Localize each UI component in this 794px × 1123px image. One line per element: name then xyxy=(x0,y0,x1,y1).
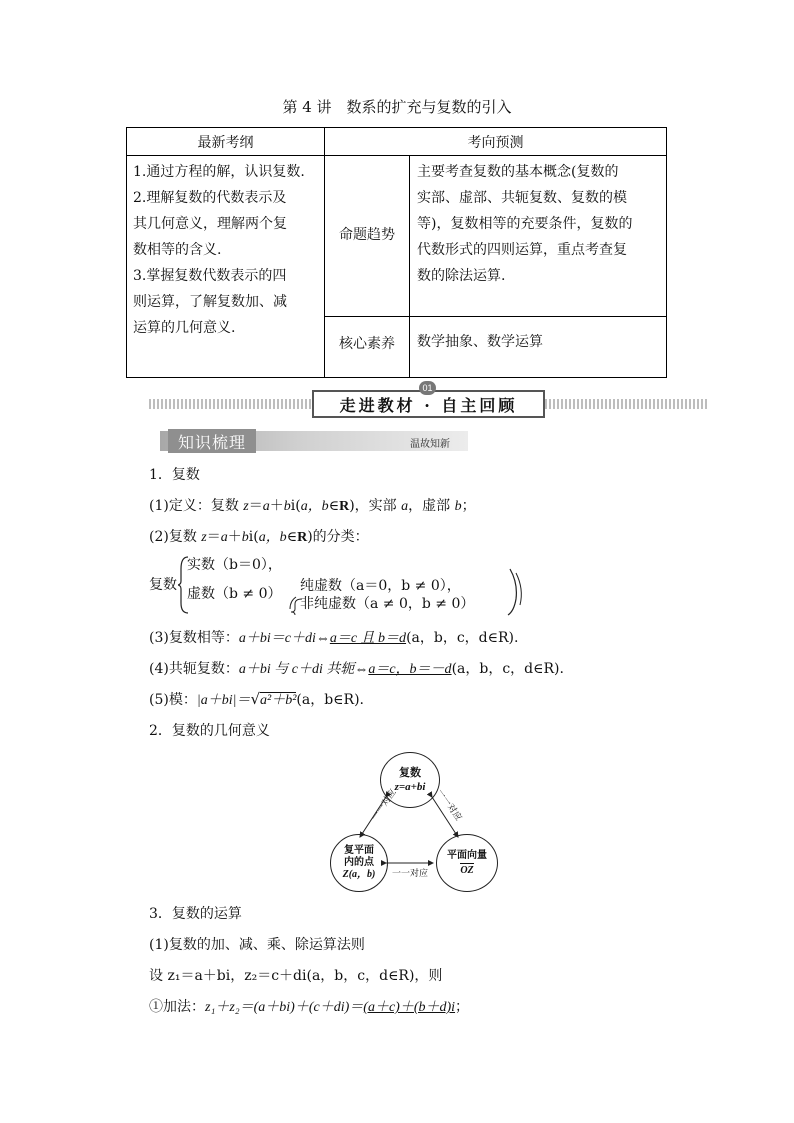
syllabus-line: 则运算，了解复数加、减 xyxy=(133,294,287,310)
edge-label-right: 一一对应 xyxy=(434,787,464,823)
syllabus-line: 运算的几何意义. xyxy=(133,320,236,336)
syllabus-line: 2.理解复数的代数表示及 xyxy=(133,190,287,206)
modulus-line: (5)模：|a＋bi|＝√a²＋b²(a，b∈R). xyxy=(149,690,364,708)
trend-line: 代数形式的四则运算，重点考查复 xyxy=(417,242,627,258)
trend-line: 数的除法运算. xyxy=(417,268,506,284)
addition-line: ①加法：z₁＋z₂＝(a＋bi)＋(c＋di)＝(a＋c)＋(b＋d)i； xyxy=(149,999,470,1015)
syllabus-cell xyxy=(133,159,323,341)
equality-line: (3)复数相等：a＋bi＝c＋di⇔a＝c 且 b＝d(a，b，c，d∈R). xyxy=(149,630,519,646)
trend-line: 实部、虚部、共轭复数、复数的模 xyxy=(417,190,627,206)
syllabus-line: 3.掌握复数代数表示的四 xyxy=(133,268,287,284)
table-header-syllabus: 最新考纲 xyxy=(197,135,254,151)
syllabus-line: 数相等的含义. xyxy=(133,242,222,258)
trend-cell xyxy=(417,159,665,289)
table-header-forecast: 考向预测 xyxy=(467,135,524,151)
trend-line: 等)，复数相等的充要条件，复数的 xyxy=(417,216,633,232)
syllabus-line: 1.通过方程的解，认识复数. xyxy=(133,164,305,180)
literacy-cell: 数学抽象、数学运算 xyxy=(417,334,543,350)
setup-line: 设 z₁＝a＋bi，z₂＝c＋di(a，b，c，d∈R)，则 xyxy=(149,968,443,984)
trend-line: 主要考查复数的基本概念(复数的 xyxy=(417,164,619,180)
operations-rules-line: (1)复数的加、减、乘、除运算法则 xyxy=(149,937,365,953)
node-complex-number: 复数 z=a+bi xyxy=(380,752,440,808)
heading-geometric-meaning: 2．复数的几何意义 xyxy=(149,723,270,739)
literacy-label: 核心素养 xyxy=(339,336,395,352)
tree-root: 复数 xyxy=(149,577,177,593)
trend-label: 命题趋势 xyxy=(339,227,395,243)
definition-line: (1)定义：复数 z＝a＋bi(a，b∈R)，实部 a，虚部 b； xyxy=(149,498,476,514)
edge-label-bottom: 一一对应 xyxy=(392,869,429,879)
banner-stripe-right xyxy=(545,399,708,409)
tree-imaginary: 虚数（b ≠ 0） xyxy=(187,586,282,602)
heading-complex-number: 1．复数 xyxy=(149,467,200,483)
section-subtitle: 温故知新 xyxy=(410,439,450,450)
conjugate-line: (4)共轭复数：a＋bi 与 c＋di 共轭⇔a＝c，b＝－d(a，b，c，d∈R). xyxy=(149,661,564,677)
classification-line: (2)复数 z＝a＋bi(a，b∈R)的分类： xyxy=(149,529,369,545)
chapter-banner: 走进教材 · 自主回顾 xyxy=(312,390,545,418)
page-title: 第 4 讲 数系的扩充与复数的引入 xyxy=(282,98,512,116)
banner-badge: 01 xyxy=(419,381,436,395)
node-complex-plane-point: 复平面 内的点 Z(a，b) xyxy=(330,834,388,892)
tree-non-pure-imaginary: 非纯虚数（a ≠ 0，b ≠ 0） xyxy=(300,596,475,612)
section-tab: 知识梳理 xyxy=(168,429,256,453)
heading-operations: 3．复数的运算 xyxy=(149,906,242,922)
edge-label-left: 一一对应 xyxy=(369,787,399,823)
node-plane-vector: 平面向量 OZ xyxy=(436,834,498,892)
tree-real: 实数（b＝0）， xyxy=(187,557,282,573)
sqrt-icon: √ xyxy=(250,690,260,708)
table-divider xyxy=(409,155,410,377)
table-divider xyxy=(325,316,666,317)
syllabus-line: 其几何意义，理解两个复 xyxy=(133,216,287,232)
banner-stripe-left xyxy=(149,399,312,409)
tree-pure-imaginary: 纯虚数（a＝0，b ≠ 0）， xyxy=(300,578,461,594)
table-divider xyxy=(127,155,666,156)
syllabus-table xyxy=(126,127,667,378)
